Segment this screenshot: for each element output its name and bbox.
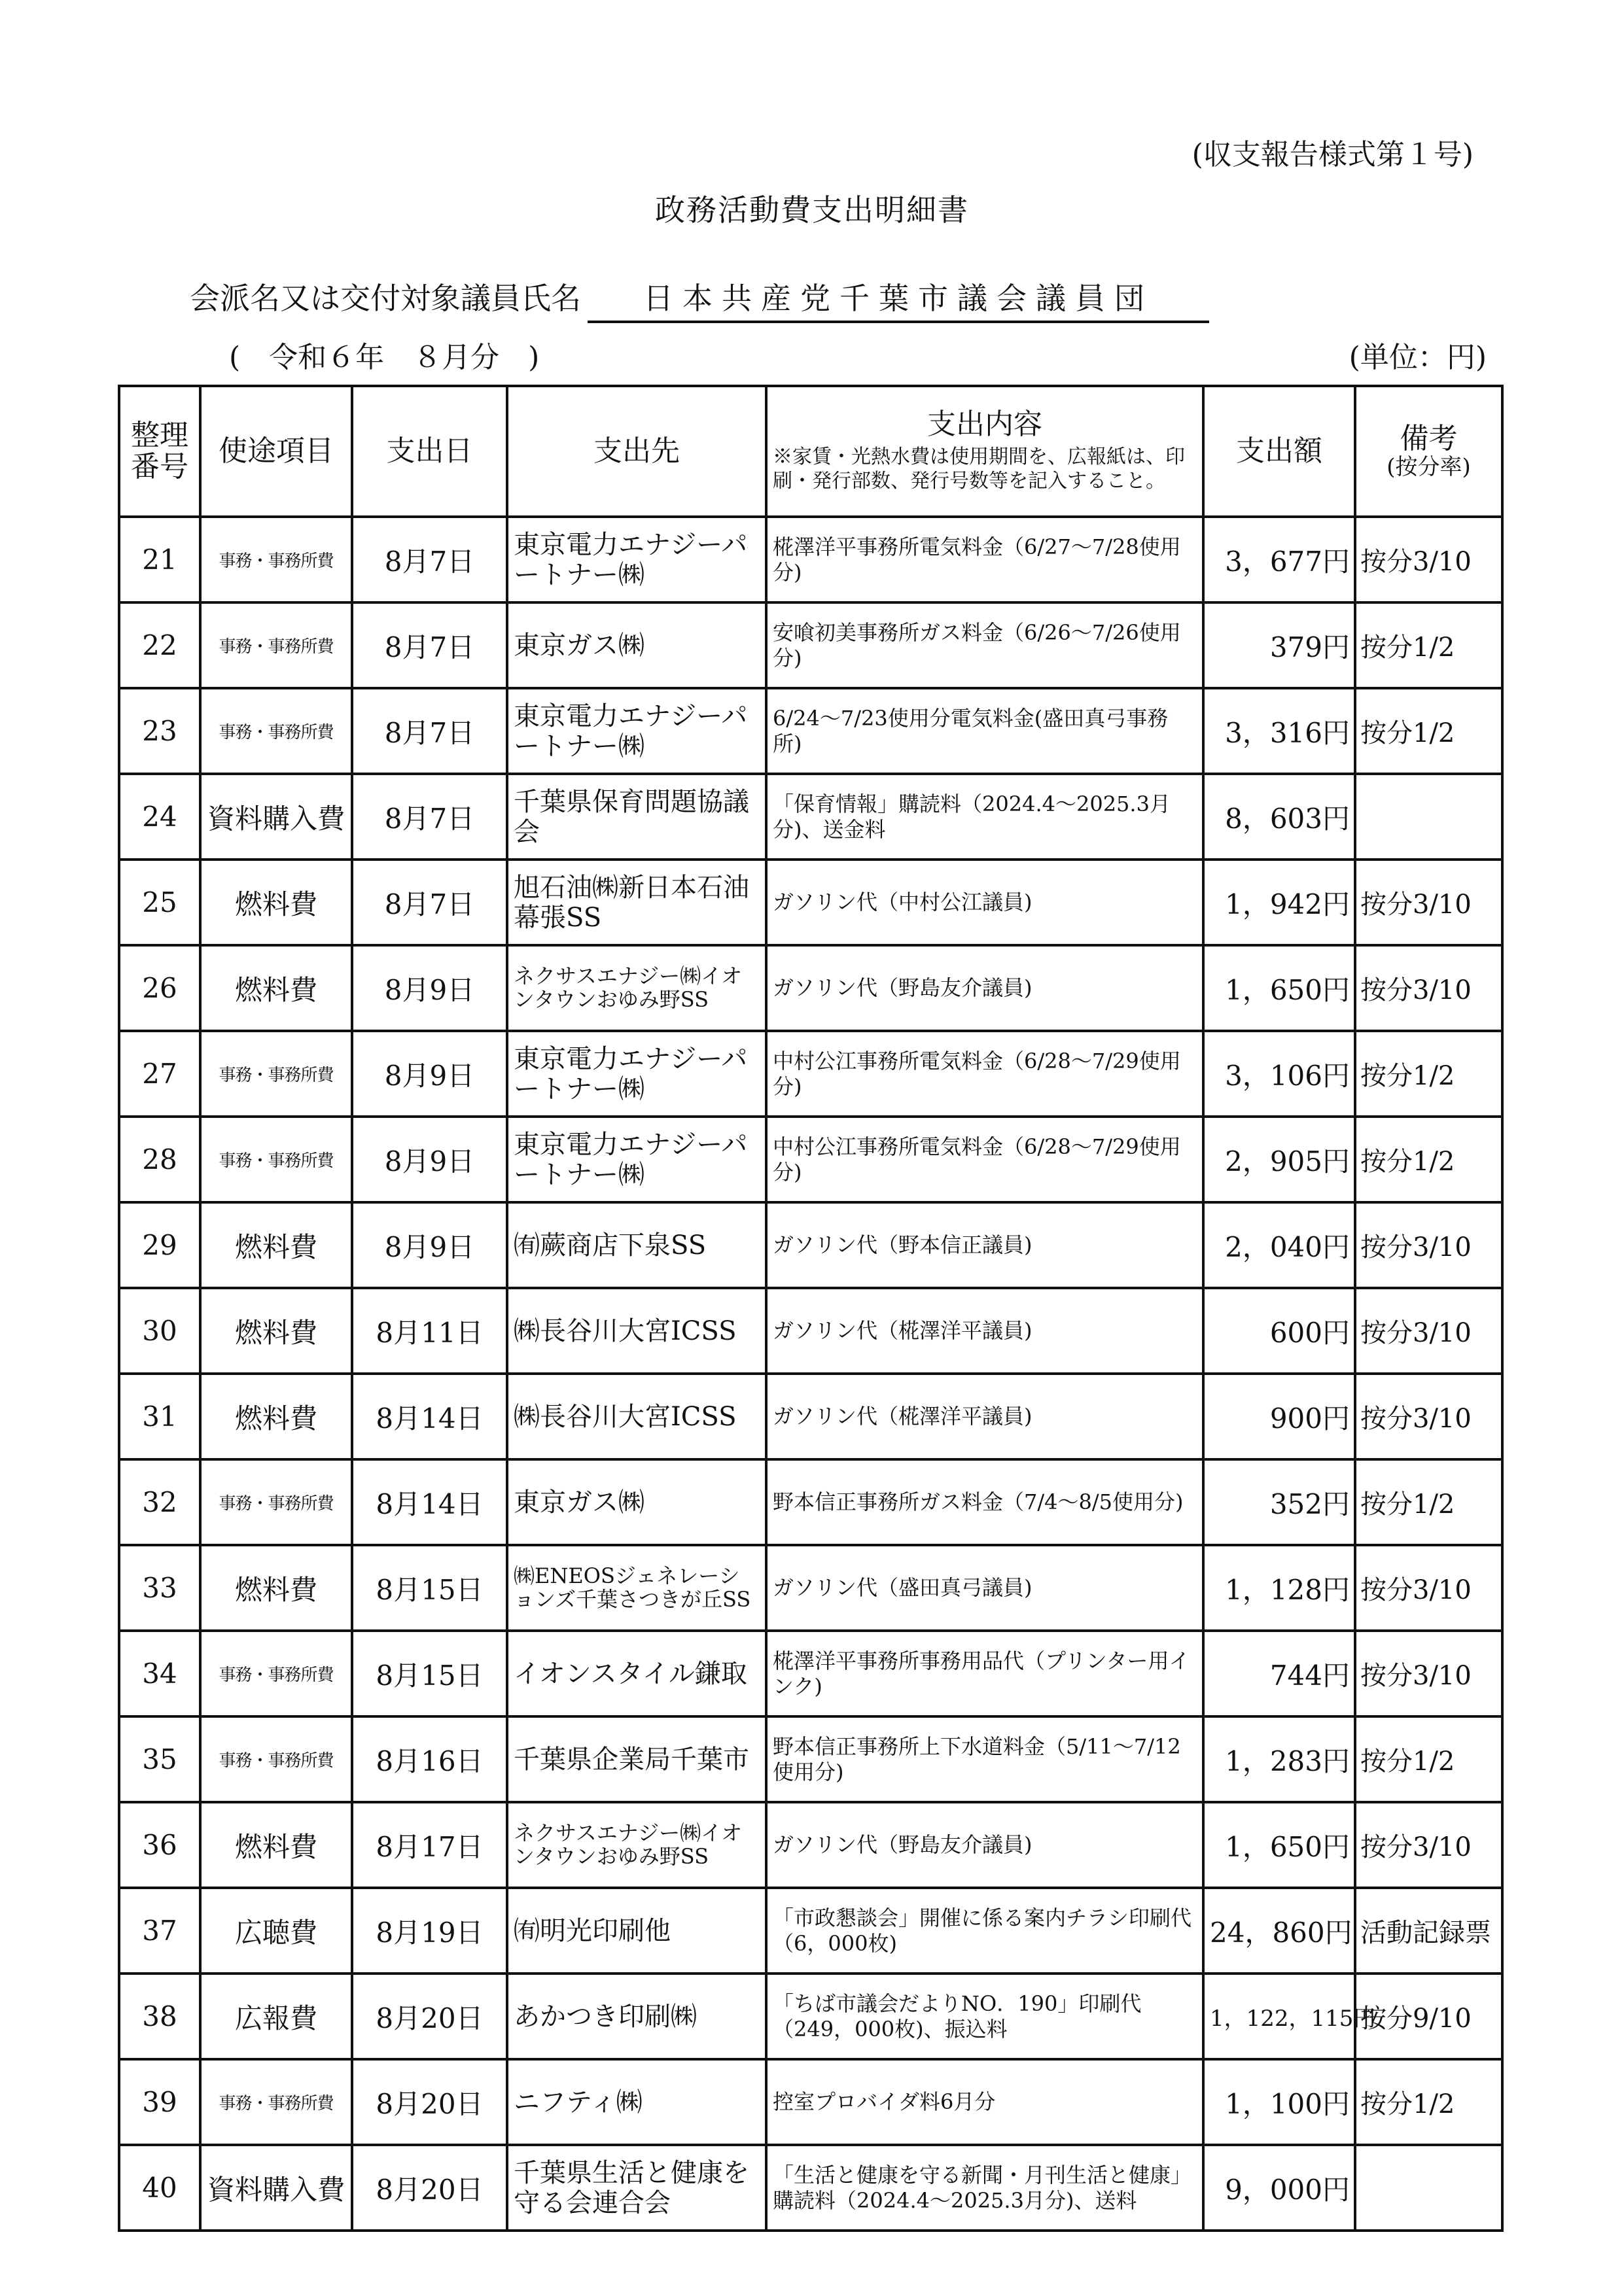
row-category: 燃料費 [200, 1545, 352, 1631]
table-row [119, 517, 1502, 602]
row-remarks: 按分1/2 [1355, 1716, 1502, 1802]
row-number: 23 [119, 688, 200, 774]
row-category: 燃料費 [200, 945, 352, 1031]
row-payee: 東京電力エナジーパートナー㈱ [507, 1031, 766, 1117]
row-payee: 東京電力エナジーパートナー㈱ [507, 517, 766, 602]
row-date: 8月17日 [352, 1802, 507, 1888]
row-amount: 8，603円 [1203, 774, 1355, 860]
table-row [119, 1545, 1502, 1631]
table-row [119, 945, 1502, 1031]
header-date: 支出日 [352, 386, 507, 517]
row-category: 事務・事務所費 [200, 602, 352, 688]
row-category: 広報費 [200, 1974, 352, 2059]
row-date: 8月9日 [352, 945, 507, 1031]
row-remarks: 按分3/10 [1355, 1202, 1502, 1288]
row-amount: 3，677円 [1203, 517, 1355, 602]
row-remarks: 活動記録票 [1355, 1888, 1502, 1974]
row-category: 広聴費 [200, 1888, 352, 1974]
row-payee: ㈲明光印刷他 [507, 1888, 766, 1974]
row-category: 燃料費 [200, 860, 352, 945]
row-remarks: 按分9/10 [1355, 1974, 1502, 2059]
row-remarks: 按分3/10 [1355, 1802, 1502, 1888]
row-date: 8月15日 [352, 1545, 507, 1631]
row-payee: あかつき印刷㈱ [507, 1974, 766, 2059]
expense-table [118, 385, 1504, 2232]
row-number: 21 [119, 517, 200, 602]
row-amount: 900円 [1203, 1374, 1355, 1459]
header-content: 支出内容 [927, 408, 1042, 442]
row-number: 36 [119, 1802, 200, 1888]
row-remarks: 按分3/10 [1355, 945, 1502, 1031]
row-category: 燃料費 [200, 1202, 352, 1288]
row-amount: 744円 [1203, 1631, 1355, 1716]
reporting-period: ( 令和６年 ８月分 ) [229, 341, 540, 374]
row-amount: 2，905円 [1203, 1117, 1355, 1202]
row-number: 38 [119, 1974, 200, 2059]
table-row [119, 1716, 1502, 1802]
row-content: 安喰初美事務所ガス料金（6/26～7/26使用分) [766, 602, 1203, 688]
row-content: 野本信正事務所上下水道料金（5/11～7/12使用分) [766, 1716, 1203, 1802]
row-remarks: 按分1/2 [1355, 1117, 1502, 1202]
row-payee: 東京電力エナジーパートナー㈱ [507, 1117, 766, 1202]
row-payee: 東京電力エナジーパートナー㈱ [507, 688, 766, 774]
row-amount: 1，650円 [1203, 1802, 1355, 1888]
row-category: 事務・事務所費 [200, 1031, 352, 1117]
row-category: 事務・事務所費 [200, 688, 352, 774]
row-number: 25 [119, 860, 200, 945]
row-date: 8月9日 [352, 1202, 507, 1288]
row-amount: 3，106円 [1203, 1031, 1355, 1117]
row-amount: 1，128円 [1203, 1545, 1355, 1631]
row-remarks: 按分3/10 [1355, 1288, 1502, 1374]
table-row [119, 688, 1502, 774]
row-remarks: 按分3/10 [1355, 860, 1502, 945]
row-payee: 千葉県保育問題協議会 [507, 774, 766, 860]
row-date: 8月20日 [352, 2145, 507, 2231]
row-payee: 千葉県生活と健康を守る会連合会 [507, 2145, 766, 2231]
table-body [119, 517, 1502, 2231]
table-row [119, 2145, 1502, 2231]
row-payee: ㈱ENEOSジェネレーションズ千葉さつきが丘SS [507, 1545, 766, 1631]
form-number: (収支報告様式第１号) [1192, 138, 1474, 171]
row-remarks: 按分1/2 [1355, 602, 1502, 688]
row-remarks: 按分3/10 [1355, 1545, 1502, 1631]
row-number: 39 [119, 2059, 200, 2145]
row-content: ガソリン代（椛澤洋平議員) [766, 1288, 1203, 1374]
row-category: 燃料費 [200, 1374, 352, 1459]
row-content: 椛澤洋平事務所事務用品代（プリンター用インク) [766, 1631, 1203, 1716]
row-number: 34 [119, 1631, 200, 1716]
row-category: 資料購入費 [200, 774, 352, 860]
header-remarks-cell [1355, 386, 1502, 517]
row-number: 27 [119, 1031, 200, 1117]
row-remarks: 按分3/10 [1355, 1374, 1502, 1459]
row-content: 中村公江事務所電気料金（6/28～7/29使用分) [766, 1117, 1203, 1202]
row-date: 8月14日 [352, 1374, 507, 1459]
row-date: 8月9日 [352, 1117, 507, 1202]
row-remarks [1355, 774, 1502, 860]
row-number: 22 [119, 602, 200, 688]
row-remarks: 按分1/2 [1355, 1459, 1502, 1545]
table-row [119, 1288, 1502, 1374]
row-payee: 旭石油㈱新日本石油幕張SS [507, 860, 766, 945]
caucus-line [190, 275, 1209, 323]
row-number: 32 [119, 1459, 200, 1545]
row-date: 8月16日 [352, 1716, 507, 1802]
row-payee: 東京ガス㈱ [507, 602, 766, 688]
row-date: 8月7日 [352, 774, 507, 860]
row-content: 椛澤洋平事務所電気料金（6/27～7/28使用分) [766, 517, 1203, 602]
table-row [119, 1974, 1502, 2059]
row-category: 燃料費 [200, 1288, 352, 1374]
table-row [119, 1202, 1502, 1288]
row-content: 中村公江事務所電気料金（6/28～7/29使用分) [766, 1031, 1203, 1117]
row-payee: ㈲蕨商店下泉SS [507, 1202, 766, 1288]
row-payee: 千葉県企業局千葉市 [507, 1716, 766, 1802]
row-content: ガソリン代（野島友介議員) [766, 1802, 1203, 1888]
currency-unit: (単位：円) [1349, 341, 1487, 374]
row-remarks: 按分1/2 [1355, 688, 1502, 774]
table-row [119, 1631, 1502, 1716]
row-category: 事務・事務所費 [200, 1716, 352, 1802]
row-content: 「保育情報」購読料（2024.4～2025.3月分)、送金料 [766, 774, 1203, 860]
header-payee: 支出先 [507, 386, 766, 517]
row-date: 8月7日 [352, 688, 507, 774]
row-category: 燃料費 [200, 1802, 352, 1888]
row-number: 26 [119, 945, 200, 1031]
row-date: 8月15日 [352, 1631, 507, 1716]
row-content: 控室プロバイダ料6月分 [766, 2059, 1203, 2145]
row-date: 8月7日 [352, 602, 507, 688]
row-amount: 379円 [1203, 602, 1355, 688]
row-content: 6/24～7/23使用分電気料金(盛田真弓事務所) [766, 688, 1203, 774]
table-row [119, 860, 1502, 945]
row-amount: 1，942円 [1203, 860, 1355, 945]
table-row [119, 1459, 1502, 1545]
row-amount: 3，316円 [1203, 688, 1355, 774]
row-remarks [1355, 2145, 1502, 2231]
row-payee: ネクサスエナジー㈱イオンタウンおゆみ野SS [507, 1802, 766, 1888]
row-category: 事務・事務所費 [200, 1117, 352, 1202]
document-title: 政務活動費支出明細書 [655, 192, 969, 228]
row-date: 8月19日 [352, 1888, 507, 1974]
row-amount: 1，283円 [1203, 1716, 1355, 1802]
row-amount: 9，000円 [1203, 2145, 1355, 2231]
row-amount: 2，040円 [1203, 1202, 1355, 1288]
row-number: 31 [119, 1374, 200, 1459]
row-number: 35 [119, 1716, 200, 1802]
row-content: ガソリン代（野本信正議員) [766, 1202, 1203, 1288]
row-remarks: 按分1/2 [1355, 2059, 1502, 2145]
row-category: 事務・事務所費 [200, 2059, 352, 2145]
row-content: 「ちば市議会だよりNO．190」印刷代（249，000枚)、振込料 [766, 1974, 1203, 2059]
table-row [119, 1117, 1502, 1202]
table-row [119, 1888, 1502, 1974]
row-content: ガソリン代（盛田真弓議員) [766, 1545, 1203, 1631]
row-number: 40 [119, 2145, 200, 2231]
row-date: 8月9日 [352, 1031, 507, 1117]
row-amount: 1，100円 [1203, 2059, 1355, 2145]
row-amount: 1，650円 [1203, 945, 1355, 1031]
row-payee: ㈱長谷川大宮ICSS [507, 1374, 766, 1459]
header-category: 使途項目 [200, 386, 352, 517]
row-remarks: 按分3/10 [1355, 517, 1502, 602]
row-category: 事務・事務所費 [200, 1631, 352, 1716]
row-content: ガソリン代（椛澤洋平議員) [766, 1374, 1203, 1459]
table-row [119, 774, 1502, 860]
row-date: 8月20日 [352, 2059, 507, 2145]
row-content: 「市政懇談会」開催に係る案内チラシ印刷代（6，000枚) [766, 1888, 1203, 1974]
header-amount: 支出額 [1203, 386, 1355, 517]
row-amount: 352円 [1203, 1459, 1355, 1545]
row-remarks: 按分3/10 [1355, 1631, 1502, 1716]
table-row [119, 602, 1502, 688]
row-payee: ニフティ㈱ [507, 2059, 766, 2145]
row-date: 8月7日 [352, 517, 507, 602]
row-number: 30 [119, 1288, 200, 1374]
row-date: 8月7日 [352, 860, 507, 945]
row-payee: 東京ガス㈱ [507, 1459, 766, 1545]
row-payee: イオンスタイル鎌取 [507, 1631, 766, 1716]
row-date: 8月20日 [352, 1974, 507, 2059]
table-row [119, 1802, 1502, 1888]
row-content: 野本信正事務所ガス料金（7/4～8/5使用分) [766, 1459, 1203, 1545]
table-row [119, 2059, 1502, 2145]
row-amount: 600円 [1203, 1288, 1355, 1374]
row-number: 37 [119, 1888, 200, 1974]
table-row [119, 1031, 1502, 1117]
row-content: ガソリン代（中村公江議員) [766, 860, 1203, 945]
header-remarks-sub: (按分率) [1386, 453, 1471, 480]
row-content: 「生活と健康を守る新聞・月刊生活と健康」購読料（2024.4～2025.3月分)、送料 [766, 2145, 1203, 2231]
row-category: 事務・事務所費 [200, 517, 352, 602]
row-remarks: 按分1/2 [1355, 1031, 1502, 1117]
table-header-row [119, 386, 1502, 517]
row-amount: 24，860円 [1203, 1888, 1355, 1974]
row-category: 事務・事務所費 [200, 1459, 352, 1545]
header-content-cell [766, 386, 1203, 517]
row-category: 資料購入費 [200, 2145, 352, 2231]
row-content: ガソリン代（野島友介議員) [766, 945, 1203, 1031]
row-number: 28 [119, 1117, 200, 1202]
row-amount: 1，122，115円 [1203, 1974, 1355, 2059]
caucus-label: 会派名又は交付対象議員氏名 [190, 281, 581, 316]
header-number: 整理番号 [119, 386, 200, 517]
row-payee: ㈱長谷川大宮ICSS [507, 1288, 766, 1374]
table-row [119, 1374, 1502, 1459]
caucus-name: 日本共産党千葉市議会議員団 [588, 275, 1209, 323]
row-number: 24 [119, 774, 200, 860]
row-date: 8月14日 [352, 1459, 507, 1545]
row-payee: ネクサスエナジー㈱イオンタウンおゆみ野SS [507, 945, 766, 1031]
row-number: 33 [119, 1545, 200, 1631]
row-number: 29 [119, 1202, 200, 1288]
row-date: 8月11日 [352, 1288, 507, 1374]
header-remarks: 備考 [1400, 422, 1458, 456]
header-content-note: ※家賃・光熱水費は使用期間を、広報紙は、印刷・発行部数、発行号数等を記入すること。 [773, 445, 1185, 493]
